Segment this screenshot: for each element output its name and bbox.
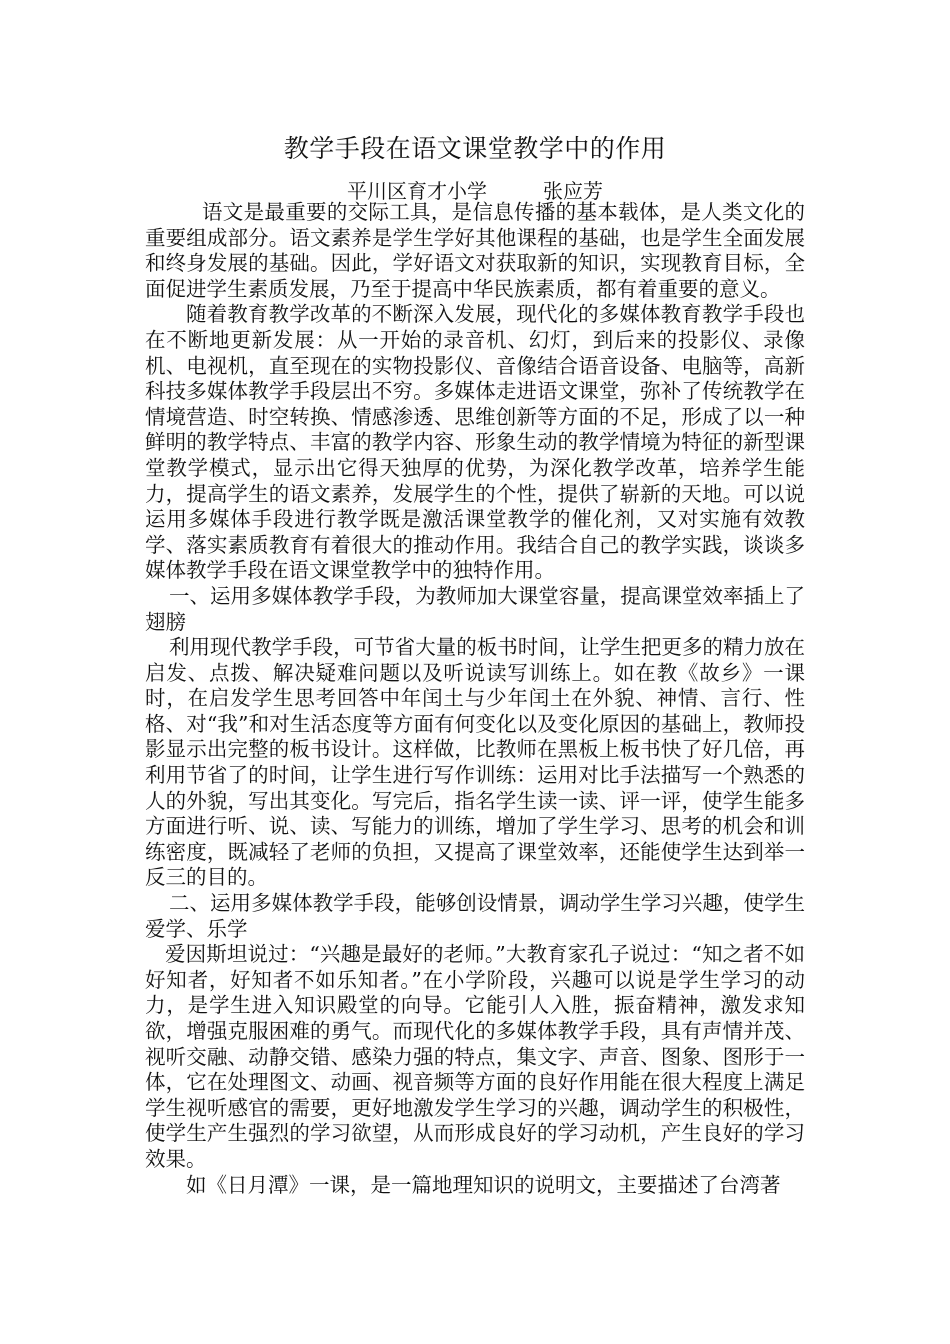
document-body	[145, 200, 805, 1198]
paragraph-example: 如《日月潭》一课，是一篇地理知识的说明文，主要描述了台湾著	[186, 1172, 781, 1197]
document-title: 教学手段在语文课堂教学中的作用	[283, 134, 667, 163]
paragraph-section-1: 利用现代教学手段，可节省大量的板书时间，让学生把更多的精力放在启发、点拨、解决疑难问题以及听说读写训练上。如在教《故乡》一课时，在启发学生思考回答中年闰土与少年闰土在外貌、神情、言行、性格、对“我”和对生活态度等方面有何变化以及变化原因的基础上，教师投影显示出完整的板书设计。这样做，比教师在黑板上板书快了好几倍，再利用节省了的时间，让学生进行写作训练：运用对比手法描写一个熟悉的人的外貌，写出其变化。写完后，指名学生读一读、评一评，使学生能多方面进行听、说、读、写能力的训练，增加了学生学习、思考的机会和训练密度，既减轻了老师的负担，又提高了课堂效率，还能使学生达到举一反三的目的。	[145, 635, 805, 890]
paragraph-intro: 语文是最重要的交际工具，是信息传播的基本载体，是人类文化的重要组成部分。语文素养是学生学好其他课程的基础，也是学生全面发展和终身发展的基础。因此，学好语文对获取新的知识，实现教育目标，全面促进学生素质发展，乃至于提高中华民族素质，都有着重要的意义。	[145, 200, 805, 301]
author-name: 张应芳	[543, 179, 603, 203]
paragraph-background: 随着教育教学改革的不断深入发展，现代化的多媒体教育教学手段也在不断地更新发展：从一开始的录音机、幻灯，到后来的投影仪、录像机、电视机，直至现在的实物投影仪、音像结合语音设备、电脑等，高新科技多媒体教学手段层出不穷。多媒体走进语文课堂，弥补了传统教学在情境营造、时空转换、情感渗透、思维创新等方面的不足，形成了以一种鲜明的教学特点、丰富的教学内容、形象生动的教学情境为特征的新型课堂教学模式，显示出它得天独厚的优势，为深化教学改革，培养学生能力，提高学生的语文素养，发展学生的个性，提供了崭新的天地。可以说运用多媒体手段进行教学既是激活课堂教学的催化剂，又对实施有效教学、落实素质教育有着很大的推动作用。我结合自己的教学实践，谈谈多媒体教学手段在语文课堂教学中的独特作用。	[145, 302, 805, 583]
author-school: 平川区育才小学	[347, 179, 487, 203]
paragraph-section-2: 爱因斯坦说过：“兴趣是最好的老师。”大教育家孔子说过：“知之者不如好知者，好知者不如乐知者。”在小学阶段，兴趣可以说是学生学习的动力，是学生进入知识殿堂的向导。它能引人入胜，振奋精神，激发求知欲，增强克服困难的勇气。而现代化的多媒体教学手段，具有声情并茂、视听交融、动静交错、感染力强的特点，集文字、声音、图象、图形于一体，它在处理图文、动画、视音频等方面的良好作用能在很大程度上满足学生视听感官的需要，更好地激发学生学习的兴趣，调动学生的积极性，使学生产生强烈的学习欲望，从而形成良好的学习动机，产生良好的学习效果。	[145, 942, 805, 1171]
section-heading-1: 一、运用多媒体教学手段，为教师加大课堂容量，提高课堂效率插上了翅膀	[145, 583, 805, 634]
section-heading-2: 二、运用多媒体教学手段，能够创设情景，调动学生学习兴趣，使学生爱学、乐学	[145, 891, 805, 941]
